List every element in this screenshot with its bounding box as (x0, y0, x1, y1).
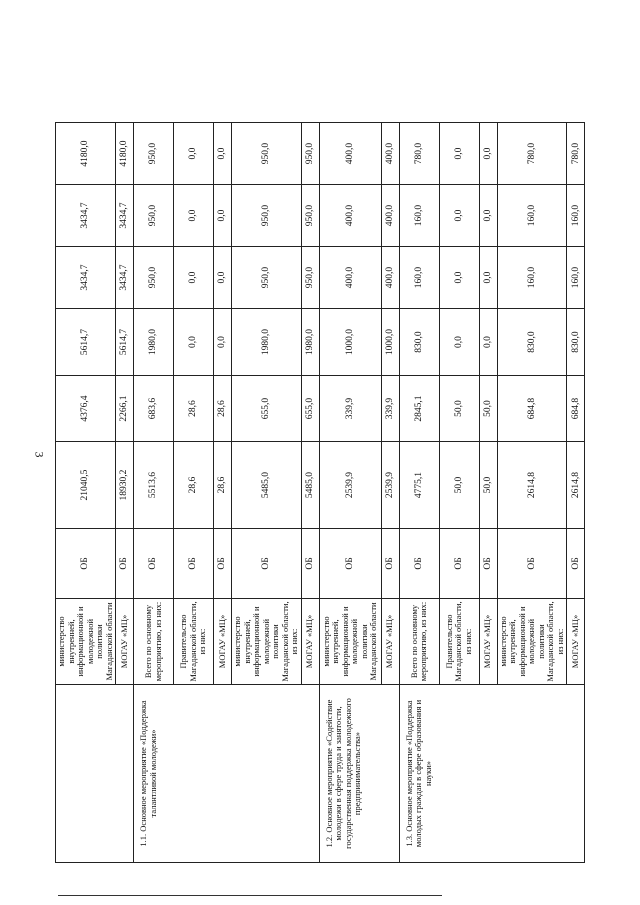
value-cell: 950,0 (134, 247, 174, 309)
value-cell: 780,0 (567, 123, 585, 185)
value-cell: 1000,0 (319, 309, 381, 376)
value-cell: 28,6 (214, 376, 232, 442)
activity-cell (56, 685, 134, 863)
value-cell: 3434,7 (56, 185, 116, 247)
value-cell: 0,0 (439, 309, 479, 376)
value-cell: 0,0 (439, 185, 479, 247)
value-cell: 830,0 (399, 309, 439, 376)
source-cell: ОБ (174, 529, 214, 599)
executor-cell: МОГАУ «МЦ» (301, 599, 319, 685)
value-cell: 5485,0 (232, 442, 302, 529)
value-cell: 950,0 (134, 185, 174, 247)
source-cell: ОБ (567, 529, 585, 599)
value-cell: 655,0 (232, 376, 302, 442)
value-cell: 0,0 (214, 185, 232, 247)
value-cell: 400,0 (319, 185, 381, 247)
value-cell: 400,0 (381, 123, 399, 185)
value-cell: 950,0 (232, 247, 302, 309)
value-cell: 160,0 (399, 247, 439, 309)
value-cell: 830,0 (497, 309, 567, 376)
value-cell: 1980,0 (232, 309, 302, 376)
value-cell: 2266,1 (116, 376, 134, 442)
value-cell: 21040,5 (56, 442, 116, 529)
value-cell: 950,0 (232, 123, 302, 185)
executor-cell: Правительство Магаданской области, из них: (439, 599, 479, 685)
value-cell: 0,0 (479, 123, 497, 185)
executor-cell: министерство внутренней, информационной и молодежной политики Магаданской области (319, 599, 381, 685)
value-cell: 2614,8 (567, 442, 585, 529)
value-cell: 655,0 (301, 376, 319, 442)
table-body (56, 58, 585, 863)
value-cell: 5513,6 (134, 442, 174, 529)
source-cell: ОБ (381, 529, 399, 599)
value-cell: 160,0 (567, 247, 585, 309)
value-cell: 1000,0 (381, 309, 399, 376)
value-cell: 28,6 (174, 376, 214, 442)
source-cell: ОБ (319, 529, 381, 599)
value-cell: 160,0 (497, 185, 567, 247)
value-cell: 400,0 (319, 247, 381, 309)
value-cell: 18930,2 (116, 442, 134, 529)
value-cell: 684,8 (497, 376, 567, 442)
value-cell: 683,6 (134, 376, 174, 442)
value-cell: 0,0 (214, 309, 232, 376)
value-cell: 0,0 (174, 123, 214, 185)
value-cell: 0,0 (439, 247, 479, 309)
value-cell: 2539,9 (319, 442, 381, 529)
value-cell: 0,0 (174, 309, 214, 376)
value-cell: 5614,7 (116, 309, 134, 376)
value-cell: 780,0 (497, 123, 567, 185)
executor-cell: Всего по основному мероприятию, из них: (134, 599, 174, 685)
executor-cell: МОГАУ «МЦ» (214, 599, 232, 685)
value-cell: 0,0 (479, 185, 497, 247)
value-cell: 950,0 (301, 123, 319, 185)
source-cell: ОБ (399, 529, 439, 599)
value-cell: 28,6 (214, 442, 232, 529)
value-cell: 2539,9 (381, 442, 399, 529)
value-cell: 3434,7 (116, 185, 134, 247)
executor-cell: министерство внутренней, информационной и молодежной политики Магаданской области, из них: (497, 599, 567, 685)
value-cell: 830,0 (567, 309, 585, 376)
value-cell: 0,0 (174, 247, 214, 309)
value-cell: 4180,0 (116, 123, 134, 185)
value-cell: 950,0 (232, 185, 302, 247)
table-row (399, 58, 439, 863)
executor-cell: министерство внутренней, информационной и молодежной политики Магаданской области (56, 599, 116, 685)
source-cell: ОБ (214, 529, 232, 599)
value-cell: 684,8 (567, 376, 585, 442)
value-cell: 50,0 (479, 376, 497, 442)
value-cell: 4376,4 (56, 376, 116, 442)
value-cell: 339,9 (319, 376, 381, 442)
executor-cell: МОГАУ «МЦ» (116, 599, 134, 685)
executor-cell: Всего по основному мероприятию, из них: (399, 599, 439, 685)
value-cell: 1980,0 (301, 309, 319, 376)
executor-cell: Правительство Магаданской области, из них: (174, 599, 214, 685)
table-row (56, 58, 116, 863)
value-cell: 400,0 (381, 247, 399, 309)
executor-cell: МОГАУ «МЦ» (567, 599, 585, 685)
source-cell: ОБ (232, 529, 302, 599)
value-cell: 3434,7 (116, 247, 134, 309)
value-cell: 4775,1 (399, 442, 439, 529)
source-cell: ОБ (439, 529, 479, 599)
value-cell: 50,0 (479, 442, 497, 529)
activity-cell: 1.2. Основное мероприятие «Содействие молодежи в сфере труда и занятости, государственная поддержка молодежного предпринимательства» (319, 685, 399, 863)
value-cell: 339,9 (381, 376, 399, 442)
source-cell: ОБ (56, 529, 116, 599)
table-row (319, 58, 381, 863)
value-cell: 0,0 (439, 123, 479, 185)
value-cell: 950,0 (301, 247, 319, 309)
value-cell: 0,0 (174, 185, 214, 247)
activity-cell: 1.3. Основное мероприятие «Поддержка молодых граждан в сфере образования и науки» (399, 685, 585, 863)
bottom-rule (58, 895, 442, 896)
value-cell: 2614,8 (497, 442, 567, 529)
value-cell: 160,0 (567, 185, 585, 247)
value-cell: 0,0 (214, 247, 232, 309)
rotated-table-wrapper (55, 58, 581, 863)
value-cell: 0,0 (214, 123, 232, 185)
value-cell: 1980,0 (134, 309, 174, 376)
executor-cell: министерство внутренней, информационной и молодежной политики Магаданской области, из них: (232, 599, 302, 685)
value-cell: 160,0 (497, 247, 567, 309)
value-cell: 5614,7 (56, 309, 116, 376)
page-number: 3 (32, 451, 47, 458)
value-cell: 5485,0 (301, 442, 319, 529)
value-cell: 50,0 (439, 442, 479, 529)
value-cell: 400,0 (381, 185, 399, 247)
value-cell: 0,0 (479, 309, 497, 376)
source-cell: ОБ (134, 529, 174, 599)
value-cell: 0,0 (479, 247, 497, 309)
value-cell: 28,6 (174, 442, 214, 529)
value-cell: 400,0 (319, 123, 381, 185)
value-cell: 780,0 (399, 123, 439, 185)
table-row (134, 58, 174, 863)
budget-table (55, 57, 585, 863)
value-cell: 160,0 (399, 185, 439, 247)
value-cell: 50,0 (439, 376, 479, 442)
source-cell: ОБ (497, 529, 567, 599)
activity-cell: 1.1. Основное мероприятие «Поддержка талантливой молодежи» (134, 685, 320, 863)
value-cell: 2845,1 (399, 376, 439, 442)
value-cell: 3434,7 (56, 247, 116, 309)
source-cell: ОБ (479, 529, 497, 599)
value-cell: 4180,0 (56, 123, 116, 185)
executor-cell: МОГАУ «МЦ» (479, 599, 497, 685)
executor-cell: МОГАУ «МЦ» (381, 599, 399, 685)
value-cell: 950,0 (134, 123, 174, 185)
source-cell: ОБ (116, 529, 134, 599)
source-cell: ОБ (301, 529, 319, 599)
value-cell: 950,0 (301, 185, 319, 247)
